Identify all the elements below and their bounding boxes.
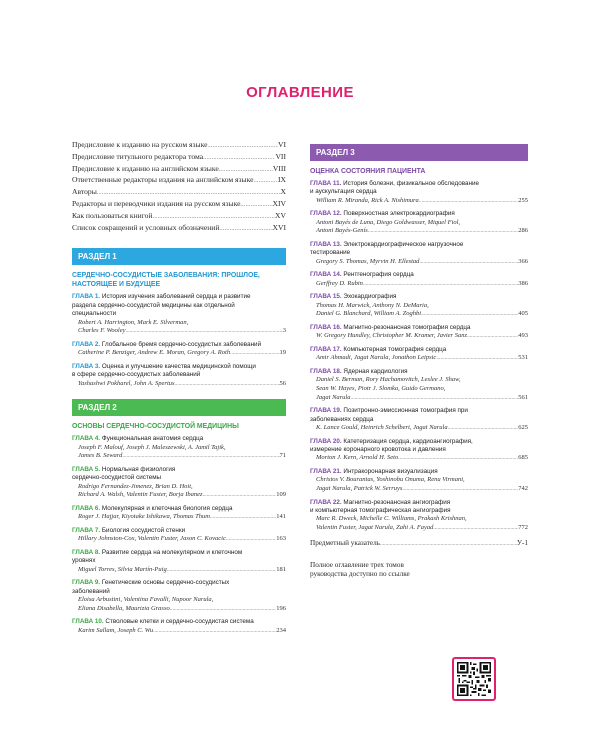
dot-leader: [126, 327, 283, 336]
chapter-authors-last: [310, 424, 528, 433]
chapter-entry[interactable]: [310, 368, 528, 402]
chapter-number: ГЛАВА 21.: [310, 468, 342, 475]
chapter-page: 109: [276, 491, 286, 499]
qr-code-graphic: [457, 662, 491, 696]
chapter-entry[interactable]: [72, 293, 286, 335]
chapter-title: и компьютерная томографическая ангиография: [310, 507, 451, 514]
chapter-title-line: [72, 363, 286, 371]
front-matter-page: VII: [275, 151, 286, 161]
chapter-authors-last: [72, 349, 286, 358]
chapter-title-line: [72, 505, 286, 513]
dot-leader: [97, 188, 281, 199]
chapter-number: ГЛАВА 15.: [310, 293, 342, 301]
chapter-authors: Hillary Johnston-Cox, Valentin Fuster, Jason C. Kovacic: [78, 535, 226, 543]
chapter-number: ГЛАВА 11.: [310, 180, 342, 187]
section-3-chapters: [310, 180, 528, 533]
chapter-page: 405: [518, 310, 528, 318]
chapter-authors-last: [310, 280, 528, 289]
dot-leader: [122, 452, 279, 461]
chapter-authors: Miguel Torres, Silvia Martín-Puig: [78, 565, 167, 573]
front-matter-page: VIII: [272, 163, 286, 173]
chapter-title: Магнитно-резонансная томография сердца: [343, 324, 471, 331]
chapter-authors: Robert A. Harrington, Mark E. Silverman,: [78, 318, 189, 326]
chapter-page: 561: [518, 393, 528, 401]
chapter-authors: Jagat Narula, Patrick W. Serruys: [316, 485, 403, 492]
section-2-bar: РАЗДЕЛ 2: [72, 399, 286, 416]
chapter-title-line: [72, 579, 286, 587]
chapter-entry[interactable]: [310, 499, 528, 533]
chapter-number: ГЛАВА 18.: [310, 368, 342, 375]
chapter-number: ГЛАВА 3.: [72, 362, 101, 370]
chapter-number: ГЛАВА 22.: [310, 498, 342, 506]
chapter-authors-last: [310, 197, 528, 206]
chapter-page: 196: [276, 604, 286, 612]
chapter-page: 366: [518, 257, 528, 265]
chapter-page: 286: [518, 227, 528, 235]
page-title: ОГЛАВЛЕНИЕ: [246, 84, 354, 101]
chapter-number: ГЛАВА 16.: [310, 324, 342, 331]
front-matter-title: Ответственные редакторы издания на английском языке: [72, 175, 254, 185]
chapter-number: ГЛАВА 17.: [310, 346, 342, 353]
chapter-title: Магнитно-резонансная ангиография: [343, 498, 451, 506]
chapter-authors: Eliana Disabella, Maurizia Grasso: [78, 604, 170, 612]
dot-leader: [219, 224, 272, 235]
chapter-authors: Roger J. Hajjar, Kiyotake Ishikawa, Thomas Thum: [78, 513, 210, 521]
dot-leader: [363, 280, 518, 289]
chapter-entry[interactable]: [72, 363, 286, 388]
chapter-title: Катетеризация сердца, кардиоангиография,: [343, 437, 473, 445]
chapter-entry[interactable]: [72, 549, 286, 574]
chapter-authors-last: [72, 566, 286, 575]
chapter-title: Оценка и улучшение качества медицинской помощи: [101, 362, 256, 370]
chapter-title: Позитронно-эмиссионная томография при: [343, 407, 468, 415]
dot-leader: [351, 394, 519, 403]
chapter-authors-last: [72, 627, 286, 636]
chapter-authors: Catherine P. Benziger, Andrew E. Moran, Gregory A. Roth: [78, 349, 231, 357]
chapter-page: 493: [518, 332, 528, 340]
chapter-authors: William R. Miranda, Rick A. Nishimura: [316, 196, 419, 204]
chapter-title-line: [310, 416, 528, 424]
chapter-authors-last: [310, 454, 528, 463]
chapter-title: заболеваний: [72, 587, 110, 595]
chapter-authors: Rodrigo Fernandez-Jimenez, Brian D. Hoit,: [78, 482, 193, 490]
dot-leader: [175, 380, 280, 389]
chapter-title-line: [310, 446, 528, 454]
chapter-title-line: [310, 293, 528, 301]
front-matter-title: Авторы: [72, 187, 97, 197]
front-matter-item[interactable]: [72, 211, 286, 223]
chapter-title: измерение коронарного кровотока и давления: [310, 446, 446, 453]
chapter-authors-last: [310, 258, 528, 267]
dot-leader: [467, 332, 518, 341]
chapter-authors: Thomas H. Marwick, Anthony N. DeMaria,: [316, 301, 429, 309]
chapter-page: 181: [276, 565, 286, 573]
dot-leader: [421, 310, 518, 319]
chapter-title-line: [310, 507, 528, 515]
chapter-authors: Marc R. Dweck, Michelle C. Williams, Prakash Krishnan,: [316, 515, 467, 523]
chapter-title-line: [310, 324, 528, 332]
chapter-authors: K. Lance Gould, Heinrich Schelbert, Jagat Narula: [316, 424, 448, 431]
front-matter-title: Предисловие к изданию на английском языке: [72, 163, 219, 173]
front-matter-item[interactable]: [72, 223, 286, 235]
chapter-page: 685: [518, 454, 528, 462]
chapter-authors-last: [310, 485, 528, 494]
front-matter-page: X: [280, 187, 286, 197]
chapter-number: ГЛАВА 9.: [72, 579, 101, 587]
chapter-authors-last: [310, 227, 528, 236]
chapter-page: 625: [518, 424, 528, 431]
front-matter-item[interactable]: [72, 164, 286, 176]
chapter-entry[interactable]: [310, 438, 528, 463]
chapter-title: Интракоронарная визуализация: [343, 468, 438, 475]
chapter-authors: W. Gregory Hundley, Christopher M. Kramer, Javier Sanz: [316, 332, 467, 340]
chapter-title: Функциональная анатомия сердца: [101, 435, 204, 443]
chapter-authors-last: [72, 327, 286, 336]
chapter-title-line: [72, 310, 286, 318]
chapter-entry[interactable]: [72, 466, 286, 500]
chapter-page: 3: [282, 327, 286, 335]
dot-leader: [380, 539, 517, 549]
chapter-authors: Karim Sallam, Joseph C. Wu: [78, 626, 154, 634]
chapter-title-line: [72, 371, 286, 379]
chapter-title: сердечно-сосудистой системы: [72, 474, 162, 482]
chapter-page: 742: [518, 485, 528, 492]
front-matter-item[interactable]: [72, 140, 286, 152]
chapter-number: ГЛАВА 4.: [72, 435, 101, 443]
left-column: [72, 140, 286, 640]
front-matter-title: Предисловие титульного редактора тома: [72, 151, 204, 161]
dot-leader: [398, 454, 518, 463]
chapter-title-line: [310, 180, 528, 188]
chapter-number: ГЛАВА 19.: [310, 407, 342, 415]
chapter-page: 531: [518, 354, 528, 362]
chapter-entry[interactable]: [310, 324, 528, 341]
chapter-authors: Amir Ahmadi, Jagat Narula, Jonathon Leipsic: [316, 354, 437, 362]
section-3-heading: ОЦЕНКА СОСТОЯНИЯ ПАЦИЕНТА: [310, 168, 426, 175]
chapter-title-line: [310, 407, 528, 415]
front-matter-title: Редакторы и переводчики издания на русском языке: [72, 198, 241, 208]
chapter-title-line: [72, 435, 286, 443]
front-matter-title: Список сокращений и условных обозначений: [72, 222, 220, 232]
chapter-authors-last: [310, 524, 528, 533]
chapter-number: ГЛАВА 1.: [72, 293, 101, 301]
qr-code-icon[interactable]: [452, 657, 496, 701]
chapter-title: Развитие сердца на молекулярном и клеточном: [101, 548, 243, 556]
chapter-entry[interactable]: [72, 579, 286, 613]
chapter-authors: Eloisa Arbustini, Valentina Favalli, Nupoor Narula,: [78, 596, 214, 603]
chapter-authors-last: [72, 491, 286, 500]
chapter-title-line: [310, 241, 528, 249]
front-matter-item[interactable]: [72, 199, 286, 211]
chapter-entry[interactable]: [310, 210, 528, 236]
chapter-title-line: [310, 271, 528, 279]
chapter-authors: Yashashwi Pokharel, John A. Spertus: [78, 379, 175, 387]
chapter-title: Генетические основы сердечно-сосудистых: [101, 579, 230, 587]
chapter-authors-last: [72, 452, 286, 461]
section-2-heading: ОСНОВЫ СЕРДЕЧНО-СОСУДИСТОЙ МЕДИЦИНЫ: [72, 423, 239, 431]
dot-leader: [448, 424, 519, 433]
section-1-heading: СЕРДЕЧНО-СОСУДИСТЫЕ ЗАБОЛЕВАНИЯ: ПРОШЛОЕ, НАСТОЯЩЕЕ И БУДУЩЕЕ: [72, 272, 260, 289]
front-matter-item[interactable]: [72, 175, 286, 187]
chapter-title: Компьютерная томография сердца: [343, 346, 447, 353]
front-matter-page: IX: [277, 175, 286, 185]
chapter-entry[interactable]: [310, 407, 528, 432]
dot-leader: [210, 513, 276, 522]
dot-leader: [419, 258, 518, 267]
chapter-title-line: [310, 249, 528, 257]
chapter-authors: Joseph F. Malouf, Joseph J. Maleszewski, A. Jamil Tajik,: [78, 443, 226, 451]
dot-leader: [203, 153, 275, 164]
chapter-title: Нормальная физиология: [101, 465, 176, 473]
chapter-title: Рентгенография сердца: [343, 271, 414, 279]
chapter-title: раздела сердечно-сосудистой медицины как отдельной: [72, 301, 235, 309]
chapter-authors: Richard A. Walsh, Valentin Fuster, Borja Ibanez: [78, 491, 203, 499]
chapter-number: ГЛАВА 6.: [72, 504, 101, 512]
chapter-number: ГЛАВА 20.: [310, 437, 342, 445]
chapter-entry[interactable]: [310, 241, 528, 266]
chapter-entry[interactable]: [310, 468, 528, 494]
chapter-authors-last: [310, 354, 528, 363]
front-matter-title: Как пользоваться книгой: [72, 210, 153, 220]
chapter-number: ГЛАВА 2.: [72, 340, 101, 348]
chapter-title: Электрокардиографическое нагрузочное: [343, 241, 464, 248]
chapter-title-line: [72, 293, 286, 301]
chapter-authors-last: [72, 535, 286, 544]
chapter-title-line: [72, 618, 286, 626]
dot-leader: [436, 354, 518, 363]
chapter-title-line: [310, 368, 528, 376]
chapter-entry[interactable]: [72, 527, 286, 544]
chapter-title: Биология сосудистой стенки: [101, 526, 186, 534]
dot-leader: [153, 627, 276, 636]
chapter-title: заболеваниях сердца: [310, 415, 374, 423]
chapter-number: ГЛАВА 12.: [310, 210, 342, 218]
dot-leader: [170, 605, 277, 614]
dot-leader: [153, 212, 276, 223]
chapter-authors-last: [72, 513, 286, 522]
chapter-title: История изучения заболеваний сердца и развитие: [101, 293, 251, 301]
chapter-number: ГЛАВА 5.: [72, 465, 101, 473]
dot-leader: [208, 141, 278, 152]
chapter-title: уровнях: [72, 557, 96, 565]
chapter-title-line: [72, 474, 286, 482]
chapter-authors-last: [72, 605, 286, 614]
chapter-entry[interactable]: [310, 180, 528, 205]
chapter-number: ГЛАВА 7.: [72, 526, 101, 534]
dot-leader: [226, 535, 276, 544]
dot-leader: [433, 524, 518, 533]
chapter-page: 386: [518, 279, 528, 287]
chapter-title-line: [72, 341, 286, 349]
chapter-title-line: [72, 588, 286, 596]
front-matter-item[interactable]: [72, 187, 286, 199]
chapter-page: 163: [276, 535, 286, 543]
chapter-entry[interactable]: [310, 293, 528, 319]
chapter-authors: Charles F. Wooley: [78, 327, 126, 335]
chapter-title: специальности: [72, 310, 117, 318]
chapter-title: История болезни, физикальное обследование: [343, 180, 479, 187]
chapter-page: 56: [279, 379, 286, 387]
chapter-number: ГЛАВА 13.: [310, 241, 342, 248]
chapter-authors-last: [310, 332, 528, 341]
chapter-title-line: [310, 346, 528, 354]
chapter-title: Глобальное бремя сердечно-сосудистых заболеваний: [101, 340, 262, 348]
chapter-authors: Valentin Fuster, Jagat Narula, Zahi A. Fayad: [316, 524, 434, 531]
subject-index-page: У-1: [516, 538, 528, 547]
chapter-title: Ядерная кардиология: [343, 368, 408, 375]
chapter-entry[interactable]: [72, 505, 286, 522]
front-matter-page: XIV: [272, 198, 286, 208]
chapter-authors: Jagat Narula: [316, 393, 351, 401]
chapter-authors: Gerffrey D. Rubin: [316, 279, 363, 287]
chapter-title-line: [310, 468, 528, 476]
chapter-title: в сфере сердечно-сосудистых заболеваний: [72, 371, 201, 379]
chapter-title-line: [310, 438, 528, 446]
front-matter-page: XV: [275, 210, 286, 220]
chapter-title: тестирование: [310, 249, 351, 257]
chapter-title-line: [310, 499, 528, 507]
chapter-entry[interactable]: [72, 618, 286, 635]
chapter-title: Поверхностная электрокардиография: [343, 210, 455, 218]
section-2-chapters: [72, 435, 286, 635]
chapter-authors: Antoni Bayés-Genís: [316, 227, 368, 235]
front-matter-item[interactable]: [72, 152, 286, 164]
chapter-entry[interactable]: [310, 271, 528, 288]
subject-index-title: Предметный указатель: [310, 538, 380, 547]
chapter-title: и аускультация сердца: [310, 188, 377, 196]
chapter-title-line: [72, 302, 286, 310]
section-1-chapters: [72, 293, 286, 388]
chapter-number: ГЛАВА 8.: [72, 548, 101, 556]
chapter-title-line: [72, 557, 286, 565]
right-column: [310, 140, 528, 580]
dot-leader: [368, 227, 518, 236]
chapter-entry[interactable]: [310, 346, 528, 363]
chapter-entry[interactable]: [72, 341, 286, 358]
dot-leader: [167, 566, 277, 575]
chapter-title-line: [72, 527, 286, 535]
chapter-authors-last: [310, 394, 528, 403]
chapter-title-line: [72, 466, 286, 474]
subject-index-entry[interactable]: [310, 538, 528, 549]
chapter-page: 71: [279, 452, 286, 460]
chapter-authors: James B. Seward: [78, 452, 123, 460]
chapter-page: 234: [276, 626, 286, 634]
chapter-authors: Morton J. Kern, Arnold H. Seto: [316, 454, 399, 462]
front-matter-title: Предисловие к изданию на русском языке: [72, 140, 208, 149]
chapter-page: 772: [518, 524, 528, 531]
chapter-number: ГЛАВА 10.: [72, 618, 104, 626]
dot-leader: [419, 197, 518, 206]
chapter-number: ГЛАВА 14.: [310, 271, 342, 279]
chapter-authors-last: [72, 380, 286, 389]
chapter-authors-last: [310, 310, 528, 319]
chapter-authors: Daniel G. Blanchard, William A. Zoghbi: [316, 310, 422, 318]
section-3-bar: РАЗДЕЛ 3: [310, 144, 528, 161]
chapter-page: 141: [276, 513, 286, 521]
qr-note: Полное оглавление трех томов руководства доступно по ссылке: [310, 560, 410, 579]
dot-leader: [254, 176, 278, 187]
front-matter-page: VI: [277, 140, 286, 149]
chapter-page: 255: [518, 196, 528, 204]
chapter-title-line: [72, 549, 286, 557]
front-matter-page: XVI: [272, 222, 286, 232]
dot-leader: [219, 165, 273, 176]
chapter-authors: Daniel S. Berman, Rory Hachamovitch, Leslee J. Shaw,: [316, 376, 461, 384]
dot-leader: [203, 491, 277, 500]
dot-leader: [240, 200, 272, 211]
chapter-authors: Antoni Bayés de Luna, Diego Goldwasser, Miquel Fiol,: [316, 218, 461, 226]
chapter-title-line: [310, 188, 528, 196]
chapter-authors: Christos V. Bourantas, Yoshinobu Onuma, Renu Virmani,: [316, 476, 465, 484]
front-matter-list: [72, 140, 286, 234]
chapter-entry[interactable]: [72, 435, 286, 461]
section-1-bar: РАЗДЕЛ 1: [72, 248, 286, 265]
chapter-title: Эхокардиография: [343, 293, 397, 301]
chapter-title: Молекулярная и клеточная биология сердца: [101, 504, 233, 512]
chapter-title-line: [310, 210, 528, 218]
chapter-authors: Gregory S. Thomas, Myrvin H. Ellestad: [316, 257, 420, 265]
chapter-page: 19: [279, 349, 286, 357]
chapter-authors: Sean W. Hayes, Piotr J. Slomka, Guido Germano,: [316, 385, 446, 392]
dot-leader: [402, 485, 518, 494]
dot-leader: [230, 349, 279, 358]
chapter-title: Стволовые клетки и сердечно-сосудистая система: [105, 618, 254, 626]
